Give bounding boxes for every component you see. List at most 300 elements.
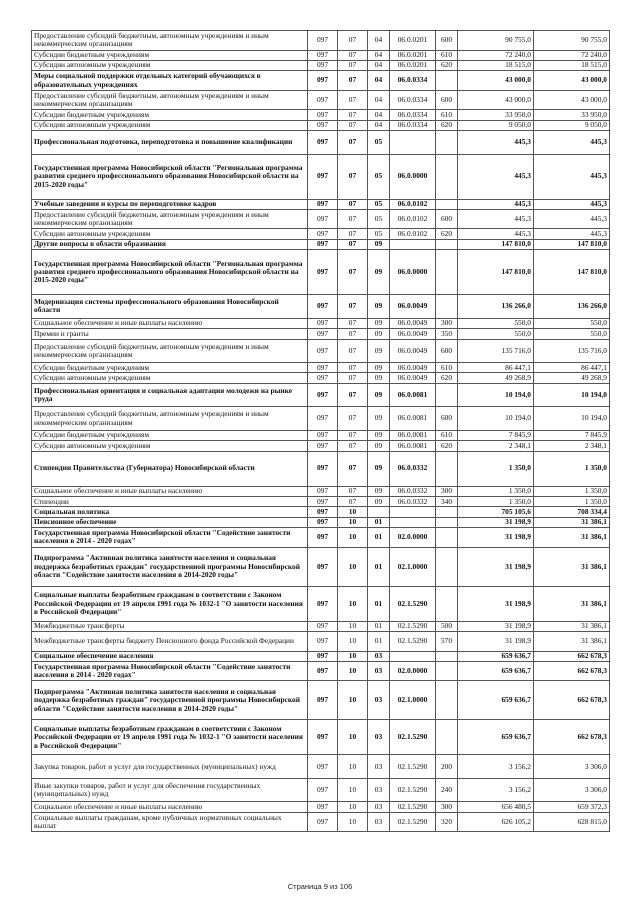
cell-amount-year2: 659 372,3 [534, 802, 610, 812]
cell-subsection-code: 04 [368, 50, 390, 60]
cell-section-code: 07 [338, 110, 368, 120]
cell-expense-type: 600 [436, 339, 458, 363]
cell-amount-year1: 72 240,0 [458, 50, 534, 60]
cell-target-article [390, 239, 436, 249]
cell-target-article [390, 131, 436, 155]
cell-name: Государственная программа Новосибирской области "Содействие занятости населения в 2014 - 2020 годах" [32, 528, 308, 548]
cell-ministry-code: 097 [308, 720, 338, 755]
cell-ministry-code: 097 [308, 586, 338, 621]
cell-section-code: 07 [338, 318, 368, 328]
cell-target-article: 02.1.5290 [390, 812, 436, 832]
cell-subsection-code: 01 [368, 621, 390, 631]
cell-subsection-code: 09 [368, 451, 390, 486]
cell-expense-type: 240 [436, 778, 458, 802]
cell-ministry-code: 097 [308, 407, 338, 431]
cell-name: Субсидии бюджетным учреждениям [32, 110, 308, 120]
cell-amount-year1: 7 845,9 [458, 430, 534, 440]
cell-amount-year1: 550,0 [458, 318, 534, 328]
cell-amount-year2: 662 678,3 [534, 661, 610, 681]
cell-expense-type [436, 199, 458, 209]
table-row [32, 430, 610, 440]
cell-amount-year2: 3 306,0 [534, 755, 610, 779]
table-row [32, 681, 610, 720]
cell-subsection-code: 03 [368, 720, 390, 755]
cell-ministry-code: 097 [308, 31, 338, 51]
cell-amount-year1: 550,0 [458, 329, 534, 339]
cell-target-article: 06.0.0102 [390, 199, 436, 209]
cell-target-article: 06.0.0334 [390, 90, 436, 110]
cell-subsection-code: 01 [368, 632, 390, 652]
cell-subsection-code: 09 [368, 496, 390, 506]
cell-target-article: 02.1.0000 [390, 547, 436, 586]
cell-section-code: 07 [338, 229, 368, 239]
cell-amount-year2: 2 348,1 [534, 441, 610, 451]
cell-target-article: 06.0.0049 [390, 295, 436, 319]
cell-subsection-code: 05 [368, 209, 390, 229]
cell-ministry-code: 097 [308, 507, 338, 517]
cell-amount-year1: 2 348,1 [458, 441, 534, 451]
cell-expense-type [436, 528, 458, 548]
cell-amount-year1: 1 350,0 [458, 451, 534, 486]
cell-amount-year1: 705 105,6 [458, 507, 534, 517]
cell-amount-year1: 1 350,0 [458, 496, 534, 506]
cell-section-code: 10 [338, 812, 368, 832]
cell-amount-year1: 10 194,0 [458, 407, 534, 431]
cell-ministry-code: 097 [308, 621, 338, 631]
cell-section-code: 07 [338, 154, 368, 199]
table-row [32, 60, 610, 70]
cell-amount-year1: 445,3 [458, 154, 534, 199]
cell-target-article: 06.0.0334 [390, 71, 436, 91]
cell-expense-type [436, 517, 458, 527]
cell-section-code: 10 [338, 755, 368, 779]
cell-section-code: 07 [338, 209, 368, 229]
cell-subsection-code: 09 [368, 441, 390, 451]
cell-amount-year1: 1 350,0 [458, 486, 534, 496]
cell-amount-year2: 72 240,0 [534, 50, 610, 60]
cell-name: Подпрограмма "Активная политика занятости населения и социальная поддержка безработных граждан" государственной программы Новосибирской области "Содействие занятости населения в 2014-2020 годы" [32, 681, 308, 720]
cell-name: Государственная программа Новосибирской области "Содействие занятости населения в 2014 - 2020 годах" [32, 661, 308, 681]
cell-amount-year1: 9 050,0 [458, 120, 534, 130]
cell-section-code: 10 [338, 778, 368, 802]
cell-name: Премии и гранты [32, 329, 308, 339]
cell-name: Субсидии автономным учреждениям [32, 229, 308, 239]
cell-ministry-code: 097 [308, 295, 338, 319]
table-row [32, 209, 610, 229]
cell-amount-year1: 10 194,0 [458, 383, 534, 407]
cell-section-code: 10 [338, 547, 368, 586]
cell-expense-type: 620 [436, 120, 458, 130]
cell-name: Закупка товаров, работ и услуг для государственных (муниципальных) нужд [32, 755, 308, 779]
cell-target-article: 06.0.0081 [390, 430, 436, 440]
cell-subsection-code: 01 [368, 586, 390, 621]
cell-expense-type [436, 661, 458, 681]
cell-target-article: 06.0.0049 [390, 373, 436, 383]
cell-name: Пенсионное обеспечение [32, 517, 308, 527]
cell-subsection-code: 01 [368, 528, 390, 548]
cell-section-code: 07 [338, 486, 368, 496]
table-row [32, 496, 610, 506]
cell-section-code: 07 [338, 430, 368, 440]
cell-amount-year1: 43 000,0 [458, 71, 534, 91]
table-row [32, 90, 610, 110]
cell-ministry-code: 097 [308, 209, 338, 229]
table-row [32, 239, 610, 249]
cell-target-article: 06.0.0049 [390, 329, 436, 339]
cell-amount-year1: 659 636,7 [458, 661, 534, 681]
cell-ministry-code: 097 [308, 339, 338, 363]
cell-name: Субсидии автономным учреждениям [32, 120, 308, 130]
cell-expense-type: 500 [436, 621, 458, 631]
table-row [32, 528, 610, 548]
cell-ministry-code: 097 [308, 383, 338, 407]
cell-amount-year1: 445,3 [458, 131, 534, 155]
cell-section-code: 10 [338, 661, 368, 681]
table-row [32, 373, 610, 383]
cell-section-code: 10 [338, 802, 368, 812]
cell-target-article: 02.1.5290 [390, 755, 436, 779]
cell-section-code: 07 [338, 31, 368, 51]
table-row [32, 199, 610, 209]
table-row [32, 229, 610, 239]
cell-amount-year2: 18 515,0 [534, 60, 610, 70]
cell-name: Субсидии бюджетным учреждениям [32, 430, 308, 440]
cell-ministry-code: 097 [308, 547, 338, 586]
table-body [32, 31, 610, 832]
cell-amount-year2: 445,3 [534, 131, 610, 155]
cell-subsection-code: 09 [368, 373, 390, 383]
cell-subsection-code: 09 [368, 407, 390, 431]
table-row [32, 632, 610, 652]
cell-amount-year1: 49 268,9 [458, 373, 534, 383]
cell-subsection-code: 09 [368, 295, 390, 319]
cell-section-code: 10 [338, 621, 368, 631]
table-row [32, 131, 610, 155]
table-row [32, 329, 610, 339]
cell-expense-type [436, 71, 458, 91]
cell-subsection-code: 04 [368, 110, 390, 120]
table-row [32, 31, 610, 51]
cell-amount-year1: 445,3 [458, 209, 534, 229]
cell-subsection-code: 09 [368, 383, 390, 407]
cell-subsection-code: 03 [368, 681, 390, 720]
cell-name: Учебные заведения и курсы по переподготовке кадров [32, 199, 308, 209]
cell-expense-type: 620 [436, 441, 458, 451]
cell-amount-year2: 147 810,0 [534, 250, 610, 295]
cell-name: Модернизация системы профессионального образования Новосибирской области [32, 295, 308, 319]
cell-expense-type: 620 [436, 60, 458, 70]
cell-name: Субсидии автономным учреждениям [32, 60, 308, 70]
cell-subsection-code: 05 [368, 154, 390, 199]
cell-subsection-code: 04 [368, 90, 390, 110]
table-row [32, 363, 610, 373]
cell-name: Субсидии автономным учреждениям [32, 373, 308, 383]
cell-name: Социальные выплаты безработным гражданам в соответствии с Законом Российской Федерации от 19 апреля 1991 года № 1032-1 "О занятости населения в Российской Федерации" [32, 720, 308, 755]
cell-amount-year1: 626 105,2 [458, 812, 534, 832]
cell-expense-type [436, 720, 458, 755]
cell-ministry-code: 097 [308, 199, 338, 209]
table-row [32, 547, 610, 586]
cell-amount-year1: 90 755,0 [458, 31, 534, 51]
cell-name: Подпрограмма "Активная политика занятости населения и социальная поддержка безработных граждан" государственной программы Новосибирской области "Содействие занятости населения в 2014-2020 годы" [32, 547, 308, 586]
cell-name: Другие вопросы в области образования [32, 239, 308, 249]
table-row [32, 50, 610, 60]
cell-amount-year1: 31 198,9 [458, 517, 534, 527]
table-row [32, 661, 610, 681]
cell-amount-year2: 86 447,1 [534, 363, 610, 373]
cell-name: Субсидии бюджетным учреждениям [32, 363, 308, 373]
cell-amount-year2: 10 194,0 [534, 407, 610, 431]
cell-target-article: 06.0.0081 [390, 383, 436, 407]
table-row [32, 120, 610, 130]
cell-subsection-code: 04 [368, 60, 390, 70]
table-row [32, 441, 610, 451]
cell-ministry-code: 097 [308, 120, 338, 130]
cell-ministry-code: 097 [308, 441, 338, 451]
cell-expense-type: 200 [436, 755, 458, 779]
cell-target-article: 06.0.0102 [390, 209, 436, 229]
cell-subsection-code: 09 [368, 486, 390, 496]
table-row [32, 507, 610, 517]
cell-amount-year2: 628 815,0 [534, 812, 610, 832]
cell-target-article: 06.0.0102 [390, 229, 436, 239]
cell-expense-type: 610 [436, 50, 458, 60]
cell-section-code: 10 [338, 681, 368, 720]
cell-section-code: 07 [338, 60, 368, 70]
cell-name: Предоставление субсидий бюджетным, автономным учреждениям и иным некоммерческим организациям [32, 209, 308, 229]
cell-section-code: 07 [338, 451, 368, 486]
cell-amount-year1: 659 636,7 [458, 681, 534, 720]
cell-section-code: 07 [338, 373, 368, 383]
cell-expense-type: 600 [436, 90, 458, 110]
cell-target-article: 06.0.0334 [390, 120, 436, 130]
cell-name: Стипендии [32, 496, 308, 506]
cell-subsection-code: 04 [368, 31, 390, 51]
cell-name: Государственная программа Новосибирской области "Региональная программа развития среднего профессионального образования Новосибирской области на 2015-2020 годы" [32, 250, 308, 295]
cell-ministry-code: 097 [308, 90, 338, 110]
cell-amount-year2: 147 810,0 [534, 239, 610, 249]
cell-amount-year1: 31 198,9 [458, 547, 534, 586]
cell-expense-type: 350 [436, 329, 458, 339]
cell-ministry-code: 097 [308, 60, 338, 70]
cell-section-code: 10 [338, 632, 368, 652]
cell-amount-year2: 136 266,0 [534, 295, 610, 319]
cell-section-code: 07 [338, 295, 368, 319]
table-row [32, 250, 610, 295]
cell-amount-year1: 31 198,9 [458, 586, 534, 621]
cell-target-article: 06.0.0000 [390, 250, 436, 295]
cell-target-article [390, 651, 436, 661]
cell-section-code: 10 [338, 517, 368, 527]
cell-ministry-code: 097 [308, 755, 338, 779]
cell-amount-year2: 33 950,0 [534, 110, 610, 120]
table-row [32, 383, 610, 407]
cell-ministry-code: 097 [308, 318, 338, 328]
page-footer: Страница 9 из 106 [287, 882, 353, 891]
cell-amount-year2: 90 755,0 [534, 31, 610, 51]
cell-amount-year2: 49 268,9 [534, 373, 610, 383]
cell-amount-year2: 445,3 [534, 154, 610, 199]
cell-subsection-code: 04 [368, 71, 390, 91]
cell-amount-year2: 135 716,0 [534, 339, 610, 363]
cell-expense-type: 600 [436, 31, 458, 51]
cell-name: Социальные выплаты гражданам, кроме публичных нормативных социальных выплат [32, 812, 308, 832]
cell-expense-type: 610 [436, 430, 458, 440]
cell-section-code: 07 [338, 407, 368, 431]
cell-subsection-code: 09 [368, 430, 390, 440]
table-row [32, 586, 610, 621]
cell-name: Межбюджетные трансферты бюджету Пенсионного фонда Российской Федерации [32, 632, 308, 652]
cell-section-code: 10 [338, 528, 368, 548]
cell-name: Социальное обеспечение и иные выплаты населению [32, 802, 308, 812]
cell-ministry-code: 097 [308, 154, 338, 199]
cell-expense-type [436, 239, 458, 249]
cell-amount-year2: 31 386,1 [534, 517, 610, 527]
cell-section-code: 07 [338, 120, 368, 130]
cell-amount-year2: 31 386,1 [534, 547, 610, 586]
cell-amount-year2: 1 350,0 [534, 451, 610, 486]
table-row [32, 486, 610, 496]
cell-ministry-code: 097 [308, 131, 338, 155]
cell-section-code: 07 [338, 131, 368, 155]
cell-target-article: 06.0.0334 [390, 110, 436, 120]
cell-subsection-code: 01 [368, 517, 390, 527]
cell-amount-year1: 33 950,0 [458, 110, 534, 120]
cell-target-article: 06.0.0332 [390, 486, 436, 496]
table-row [32, 720, 610, 755]
cell-section-code: 07 [338, 90, 368, 110]
cell-expense-type: 600 [436, 209, 458, 229]
cell-amount-year1: 3 156,2 [458, 755, 534, 779]
cell-amount-year1: 445,3 [458, 229, 534, 239]
cell-target-article: 06.0.0049 [390, 363, 436, 373]
cell-expense-type: 300 [436, 318, 458, 328]
table-row [32, 71, 610, 91]
cell-target-article: 06.0.0332 [390, 451, 436, 486]
cell-subsection-code: 03 [368, 755, 390, 779]
cell-target-article: 06.0.0081 [390, 407, 436, 431]
cell-amount-year2: 31 386,1 [534, 632, 610, 652]
cell-ministry-code: 097 [308, 451, 338, 486]
cell-target-article: 06.0.0049 [390, 318, 436, 328]
cell-amount-year1: 147 810,0 [458, 250, 534, 295]
cell-expense-type [436, 250, 458, 295]
cell-section-code: 07 [338, 383, 368, 407]
table-row [32, 407, 610, 431]
cell-ministry-code: 097 [308, 239, 338, 249]
cell-section-code: 07 [338, 363, 368, 373]
cell-target-article: 02.0.0000 [390, 661, 436, 681]
table-row [32, 339, 610, 363]
cell-section-code: 07 [338, 329, 368, 339]
cell-ministry-code: 097 [308, 778, 338, 802]
cell-name: Социальное обеспечение и иные выплаты населению [32, 486, 308, 496]
cell-section-code: 10 [338, 720, 368, 755]
cell-ministry-code: 097 [308, 329, 338, 339]
table-row [32, 802, 610, 812]
cell-amount-year1: 445,3 [458, 199, 534, 209]
cell-amount-year1: 659 636,7 [458, 720, 534, 755]
cell-subsection-code: 04 [368, 120, 390, 130]
cell-subsection-code: 09 [368, 318, 390, 328]
cell-name: Предоставление субсидий бюджетным, автономным учреждениям и иным некоммерческим организациям [32, 31, 308, 51]
cell-ministry-code: 097 [308, 651, 338, 661]
cell-name: Предоставление субсидий бюджетным, автономным учреждениям и иным некоммерческим организациям [32, 339, 308, 363]
cell-amount-year1: 3 156,2 [458, 778, 534, 802]
cell-target-article: 06.0.0049 [390, 339, 436, 363]
cell-subsection-code: 03 [368, 778, 390, 802]
table-row [32, 778, 610, 802]
cell-name: Предоставление субсидий бюджетным, автономным учреждениям и иным некоммерческим организациям [32, 90, 308, 110]
cell-subsection-code: 09 [368, 239, 390, 249]
table-row [32, 110, 610, 120]
cell-ministry-code: 097 [308, 50, 338, 60]
cell-ministry-code: 097 [308, 661, 338, 681]
cell-target-article: 02.1.0000 [390, 681, 436, 720]
cell-expense-type: 300 [436, 802, 458, 812]
cell-amount-year2: 43 000,0 [534, 90, 610, 110]
cell-amount-year2: 31 386,1 [534, 586, 610, 621]
cell-ministry-code: 097 [308, 486, 338, 496]
cell-amount-year2: 445,3 [534, 199, 610, 209]
cell-expense-type: 610 [436, 110, 458, 120]
cell-name: Субсидии автономным учреждениям [32, 441, 308, 451]
cell-target-article: 02.1.5290 [390, 632, 436, 652]
cell-ministry-code: 097 [308, 517, 338, 527]
cell-section-code: 07 [338, 441, 368, 451]
cell-amount-year1: 18 515,0 [458, 60, 534, 70]
cell-target-article: 02.0.0000 [390, 528, 436, 548]
cell-subsection-code: 05 [368, 229, 390, 239]
cell-expense-type: 600 [436, 407, 458, 431]
cell-amount-year1: 31 198,9 [458, 621, 534, 631]
table-row [32, 295, 610, 319]
cell-name: Социальное обеспечение и иные выплаты населению [32, 318, 308, 328]
cell-ministry-code: 097 [308, 430, 338, 440]
cell-amount-year1: 31 198,9 [458, 632, 534, 652]
cell-expense-type [436, 154, 458, 199]
cell-subsection-code: 03 [368, 802, 390, 812]
cell-expense-type: 300 [436, 486, 458, 496]
cell-subsection-code: 09 [368, 250, 390, 295]
cell-target-article: 06.0.0201 [390, 60, 436, 70]
cell-name: Профессиональная подготовка, переподготовка и повышение квалификации [32, 131, 308, 155]
cell-section-code: 07 [338, 239, 368, 249]
cell-ministry-code: 097 [308, 71, 338, 91]
cell-target-article: 06.0.0201 [390, 31, 436, 51]
cell-amount-year1: 656 480,5 [458, 802, 534, 812]
table-row [32, 651, 610, 661]
cell-amount-year2: 662 678,3 [534, 651, 610, 661]
cell-target-article: 06.0.0332 [390, 496, 436, 506]
cell-amount-year2: 31 386,1 [534, 621, 610, 631]
cell-subsection-code: 09 [368, 339, 390, 363]
cell-amount-year1: 136 266,0 [458, 295, 534, 319]
cell-subsection-code [368, 507, 390, 517]
cell-subsection-code: 05 [368, 131, 390, 155]
cell-name: Межбюджетные трансферты [32, 621, 308, 631]
cell-amount-year1: 147 810,0 [458, 239, 534, 249]
cell-subsection-code: 03 [368, 812, 390, 832]
cell-target-article: 02.1.5290 [390, 720, 436, 755]
cell-section-code: 10 [338, 507, 368, 517]
cell-amount-year2: 7 845,9 [534, 430, 610, 440]
cell-amount-year2: 3 306,0 [534, 778, 610, 802]
cell-amount-year1: 43 000,0 [458, 90, 534, 110]
cell-amount-year2: 708 334,4 [534, 507, 610, 517]
cell-name: Предоставление субсидий бюджетным, автономным учреждениям и иным некоммерческим организациям [32, 407, 308, 431]
cell-section-code: 10 [338, 651, 368, 661]
